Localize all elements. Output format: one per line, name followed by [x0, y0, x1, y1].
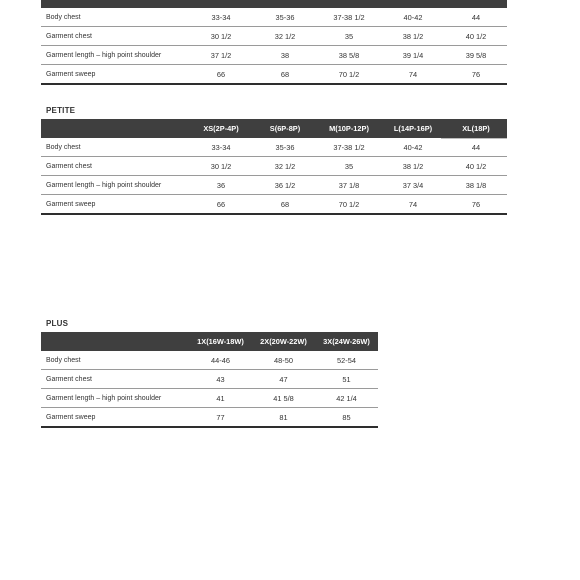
table-row	[41, 176, 507, 195]
header-cell	[253, 0, 317, 8]
table-row	[41, 389, 378, 408]
table-cell: 68	[253, 195, 317, 215]
table-cell: 33-34	[189, 138, 253, 157]
petite-section-title: PETITE	[46, 106, 76, 115]
table-cell: 40 1/2	[445, 27, 507, 46]
table-cell: 52-54	[315, 351, 378, 370]
table-cell: 33-34	[189, 8, 253, 27]
table-cell: 38 5/8	[317, 46, 381, 65]
table-header-row	[41, 119, 507, 138]
table-cell: 40-42	[381, 138, 445, 157]
table-cell: 30 1/2	[189, 157, 253, 176]
table-cell: 70 1/2	[317, 65, 381, 85]
row-label: Garment sweep	[41, 195, 189, 215]
table-header-row	[41, 332, 378, 351]
header-cell: 3X(24W-26W)	[323, 337, 370, 346]
table-cell: 47	[252, 370, 315, 389]
table-cell: 70 1/2	[317, 195, 381, 215]
table-cell: 68	[253, 65, 317, 85]
header-cell	[381, 0, 445, 8]
table-cell: 37-38 1/2	[317, 138, 381, 157]
header-accent-line	[441, 138, 507, 139]
table-row	[41, 195, 507, 215]
header-cell	[41, 332, 189, 351]
row-label: Garment sweep	[41, 65, 189, 85]
table-cell: 37 1/2	[189, 46, 253, 65]
plus-section-title: PLUS	[46, 319, 69, 328]
header-cell: XL(18P)	[462, 124, 490, 133]
table-cell: 66	[189, 195, 253, 215]
table-cell: 38 1/2	[381, 27, 445, 46]
table-cell: 40-42	[381, 8, 445, 27]
row-label: Body chest	[41, 138, 189, 157]
table-row	[41, 408, 378, 428]
row-label: Garment chest	[41, 370, 189, 389]
header-cell: XS(2P-4P)	[203, 124, 239, 133]
table-row	[41, 8, 507, 27]
table-row	[41, 138, 507, 157]
table-cell: 36 1/2	[253, 176, 317, 195]
header-cell	[445, 0, 507, 8]
table-cell: 74	[381, 65, 445, 85]
table-cell: 38	[253, 46, 317, 65]
table-cell: 43	[189, 370, 252, 389]
header-cell: L(14P-16P)	[393, 124, 433, 133]
table-header-row	[41, 0, 507, 8]
petite-size-table-block	[41, 119, 507, 215]
regular-size-table-block	[41, 0, 507, 85]
table-cell: 37-38 1/2	[317, 8, 381, 27]
table-row	[41, 27, 507, 46]
table-cell: 51	[315, 370, 378, 389]
table-cell: 35-36	[253, 8, 317, 27]
table-cell: 36	[189, 176, 253, 195]
table-cell: 76	[445, 195, 507, 215]
table-cell: 30 1/2	[189, 27, 253, 46]
table-row	[41, 46, 507, 65]
table-cell: 48-50	[252, 351, 315, 370]
table-cell: 38 1/8	[445, 176, 507, 195]
table-cell: 44-46	[189, 351, 252, 370]
table-row	[41, 65, 507, 85]
regular-size-table	[41, 0, 507, 85]
row-label: Body chest	[41, 8, 189, 27]
table-cell: 76	[445, 65, 507, 85]
table-cell: 38 1/2	[381, 157, 445, 176]
row-label: Garment sweep	[41, 408, 189, 428]
table-cell: 66	[189, 65, 253, 85]
row-label: Garment chest	[41, 27, 189, 46]
table-cell: 42 1/4	[315, 389, 378, 408]
table-cell: 37 3/4	[381, 176, 445, 195]
table-cell: 35	[317, 157, 381, 176]
header-cell: 2X(20W-22W)	[260, 337, 307, 346]
header-cell: S(6P-8P)	[269, 124, 301, 133]
header-cell	[41, 0, 189, 8]
row-label: Garment chest	[41, 157, 189, 176]
table-cell: 41	[189, 389, 252, 408]
header-cell	[41, 119, 189, 138]
table-cell: 85	[315, 408, 378, 428]
table-cell: 81	[252, 408, 315, 428]
table-cell: 40 1/2	[445, 157, 507, 176]
table-row	[41, 351, 378, 370]
table-cell: 44	[445, 8, 507, 27]
header-cell: M(10P-12P)	[329, 124, 369, 133]
table-row	[41, 157, 507, 176]
table-cell: 74	[381, 195, 445, 215]
table-cell: 35-36	[253, 138, 317, 157]
table-row	[41, 370, 378, 389]
table-cell: 39 5/8	[445, 46, 507, 65]
header-cell	[189, 0, 253, 8]
row-label: Garment length – high point shoulder	[41, 46, 189, 65]
plus-size-table	[41, 332, 378, 428]
plus-size-table-block	[41, 332, 378, 428]
table-cell: 41 5/8	[252, 389, 315, 408]
row-label: Garment length – high point shoulder	[41, 176, 189, 195]
table-cell: 77	[189, 408, 252, 428]
table-cell: 44	[445, 138, 507, 157]
petite-size-table	[41, 119, 507, 215]
row-label: Garment length – high point shoulder	[41, 389, 189, 408]
table-cell: 39 1/4	[381, 46, 445, 65]
header-cell	[317, 0, 381, 8]
row-label: Body chest	[41, 351, 189, 370]
header-cell: 1X(16W-18W)	[197, 337, 244, 346]
table-cell: 32 1/2	[253, 157, 317, 176]
table-cell: 37 1/8	[317, 176, 381, 195]
table-cell: 32 1/2	[253, 27, 317, 46]
table-cell: 35	[317, 27, 381, 46]
